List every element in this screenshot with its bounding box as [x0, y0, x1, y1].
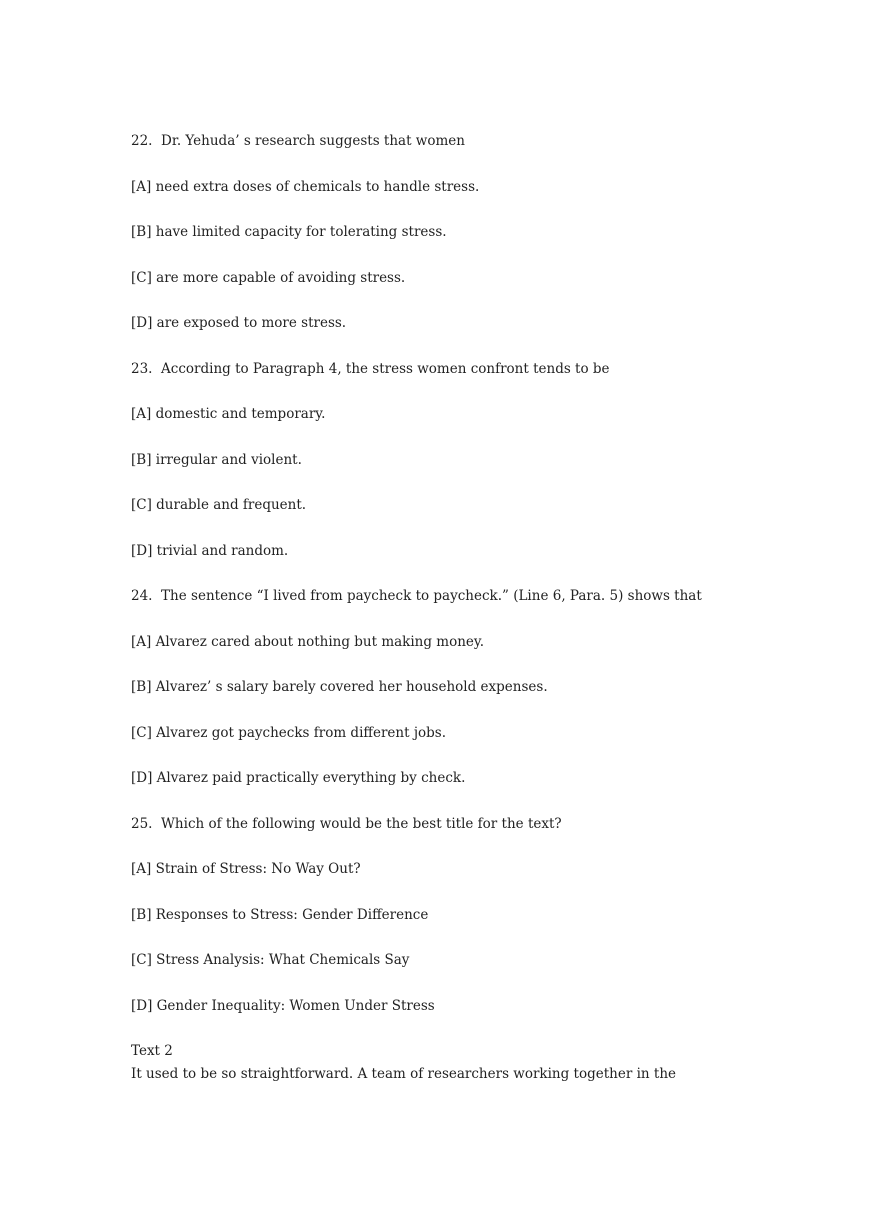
question-24-option-c: [C] Alvarez got paychecks from different jobs. — [131, 724, 446, 741]
question-23-option-c: [C] durable and frequent. — [131, 497, 307, 513]
question-23-stem: 23. According to Paragraph 4, the stress women confront tends to be — [131, 360, 610, 377]
question-25-stem: 25. Which of the following would be the best title for the text? — [131, 815, 562, 832]
question-22-option-d: [D] are exposed to more stress. — [131, 315, 347, 331]
question-23-option-b: [B] irregular and violent. — [131, 451, 302, 468]
question-24-option-d: [D] Alvarez paid practically everything by check. — [131, 770, 466, 786]
question-24-option-b: [B] Alvarez’ s salary barely covered her household expenses. — [131, 679, 548, 695]
question-25-option-b: [B] Responses to Stress: Gender Difference — [131, 906, 429, 923]
question-25-option-c: [C] Stress Analysis: What Chemicals Say — [131, 952, 410, 968]
text-2-heading: Text 2 — [131, 1043, 173, 1059]
question-22-option-c: [C] are more capable of avoiding stress. — [131, 269, 406, 286]
question-22-option-b: [B] have limited capacity for tolerating stress. — [131, 224, 447, 240]
question-24-stem: 24. The sentence “I lived from paycheck to paycheck.” (Line 6, Para. 5) shows that — [131, 588, 702, 604]
question-25-option-a: [A] Strain of Stress: No Way Out? — [131, 861, 361, 877]
question-24-option-a: [A] Alvarez cared about nothing but making money. — [131, 633, 485, 650]
question-25-option-d: [D] Gender Inequality: Women Under Stress — [131, 997, 435, 1014]
question-23-option-a: [A] domestic and temporary. — [131, 406, 326, 422]
question-23-option-d: [D] trivial and random. — [131, 542, 289, 559]
question-22-stem: 22. Dr. Yehuda’ s research suggests that women — [131, 133, 465, 149]
text-2-first-line: It used to be so straightforward. A team of researchers working together in the — [131, 1066, 677, 1082]
exam-page — [131, 130, 743, 1086]
question-22-option-a: [A] need extra doses of chemicals to handle stress. — [131, 178, 480, 195]
